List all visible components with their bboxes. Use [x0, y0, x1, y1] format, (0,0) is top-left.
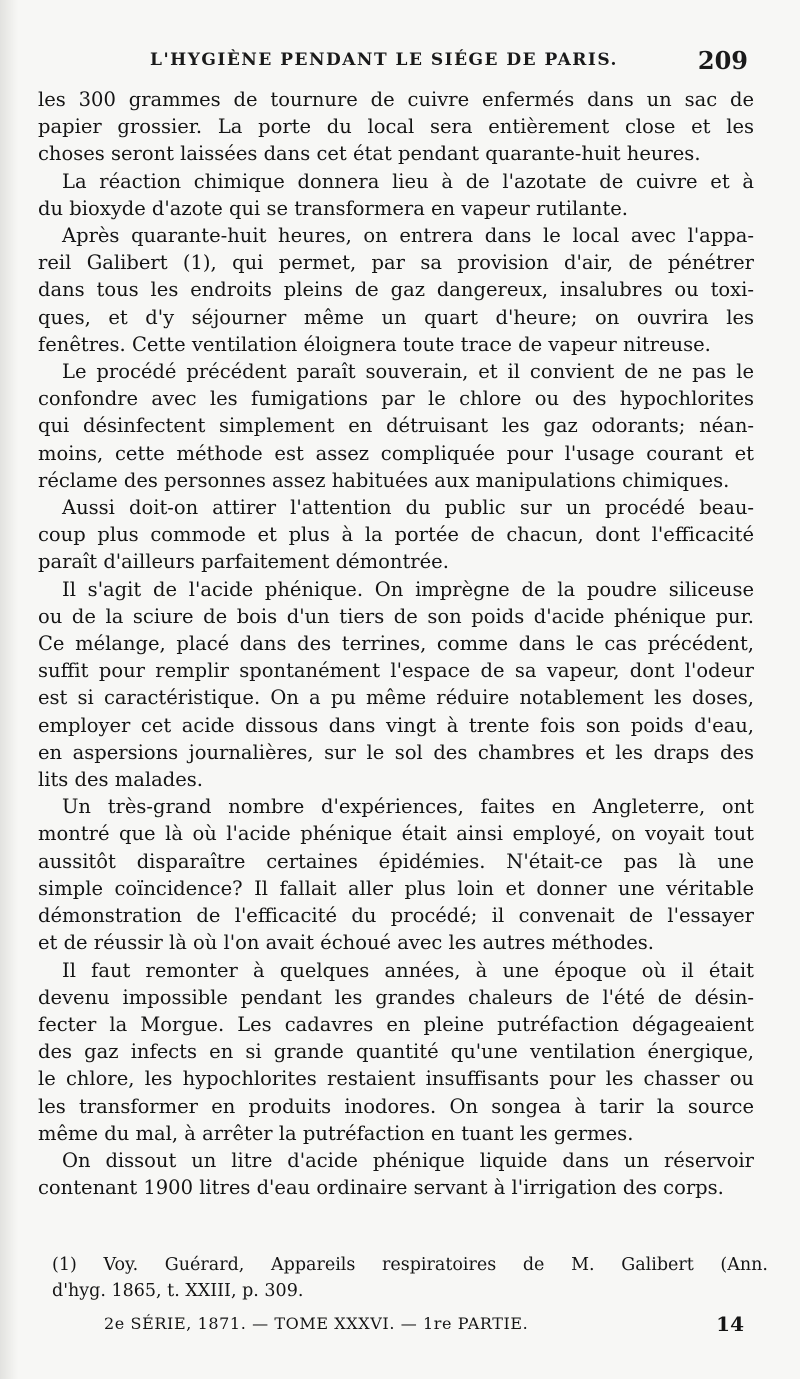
- page-number: 209: [697, 46, 748, 75]
- text-line: Il faut remonter à quelques années, à une époque où il était: [62, 958, 754, 982]
- text-line: réclame des personnes assez habituées aux manipulations chimiques.: [38, 468, 730, 492]
- text-line: papier grossier. La porte du local sera entièrement close et les: [38, 115, 754, 139]
- paragraph: [38, 222, 754, 358]
- signature-text: 2e SÉRIE, 1871. — TOME XXXVI. — 1re PARTIE.: [104, 1314, 529, 1333]
- text-line: contenant 1900 litres d'eau ordinaire servant à l'irrigation des corps.: [38, 1176, 724, 1200]
- page-edge-shadow: [0, 0, 18, 1379]
- text-line: démonstration de l'efficacité du procédé; il convenait de l'essayer: [38, 904, 754, 928]
- text-line: en aspersions journalières, sur le sol des chambres et les draps des: [38, 740, 754, 764]
- signature-line: [104, 1312, 744, 1338]
- text-line: suffit pour remplir spontanément l'espace de sa vapeur, dont l'odeur: [38, 659, 754, 683]
- text-line: Un très-grand nombre d'expériences, faites en Angleterre, ont: [62, 795, 754, 819]
- text-line: montré que là où l'acide phénique était ainsi employé, on voyait tout: [38, 822, 754, 846]
- text-line: confondre avec les fumigations par le chlore ou des hypochlorites: [38, 387, 754, 411]
- footnote-line: d'hyg. 1865, t. XXIII, p. 309.: [52, 1281, 304, 1301]
- text-line: Aussi doit-on attirer l'attention du public sur un procédé beau-: [62, 496, 754, 520]
- text-line: simple coïncidence? Il fallait aller plus loin et donner une véritable: [38, 876, 754, 900]
- text-line: ou de la sciure de bois d'un tiers de son poids d'acide phénique pur.: [38, 604, 754, 628]
- body-text: [38, 86, 754, 1201]
- text-line: aussitôt disparaître certaines épidémies. N'était-ce pas là une: [38, 849, 754, 873]
- text-line: Il s'agit de l'acide phénique. On imprègne de la poudre siliceuse: [62, 577, 754, 601]
- text-line: La réaction chimique donnera lieu à de l'azotate de cuivre et à: [62, 169, 754, 193]
- paragraph: [38, 168, 754, 222]
- text-line: fecter la Morgue. Les cadavres en pleine putréfaction dégageaient: [38, 1012, 754, 1036]
- paragraph: [38, 494, 754, 576]
- text-line: reil Galibert (1), qui permet, par sa provision d'air, de pénétrer: [38, 251, 754, 275]
- text-line: moins, cette méthode est assez compliquée pour l'usage courant et: [38, 441, 754, 465]
- footnote-line: (1) Voy. Guérard, Appareils respiratoires de M. Galibert (Ann.: [52, 1255, 768, 1275]
- text-line: ques, et d'y séjourner même un quart d'heure; on ouvrira les: [38, 305, 754, 329]
- running-head: [150, 46, 750, 76]
- text-line: dans tous les endroits pleins de gaz dangereux, insalubres ou toxi-: [38, 278, 754, 302]
- text-line: employer cet acide dissous dans vingt à trente fois son poids d'eau,: [38, 713, 754, 737]
- text-line: Le procédé précédent paraît souverain, et il convient de ne pas le: [62, 360, 754, 384]
- paragraph: [38, 793, 754, 956]
- paragraph: [38, 86, 754, 168]
- text-line: coup plus commode et plus à la portée de chacun, dont l'efficacité: [38, 523, 754, 547]
- text-line: paraît d'ailleurs parfaitement démontrée.: [38, 550, 449, 574]
- text-line: les transformer en produits inodores. On songea à tarir la source: [38, 1094, 754, 1118]
- signature-mark: 14: [716, 1312, 744, 1336]
- text-line: le chlore, les hypochlorites restaient insuffisants pour les chasser ou: [38, 1067, 754, 1091]
- text-line: On dissout un litre d'acide phénique liquide dans un réservoir: [62, 1148, 754, 1172]
- text-line: et de réussir là où l'on avait échoué avec les autres méthodes.: [38, 931, 655, 955]
- paragraph: [38, 576, 754, 794]
- footnote: [52, 1252, 768, 1304]
- text-line: choses seront laissées dans cet état pendant quarante-huit heures.: [38, 142, 701, 166]
- paragraph: [38, 957, 754, 1147]
- text-line: est si caractéristique. On a pu même réduire notablement les doses,: [38, 686, 754, 710]
- paragraph: [38, 358, 754, 494]
- running-title: L'HYGIÈNE PENDANT LE SIÉGE DE PARIS.: [150, 50, 618, 70]
- text-line: devenu impossible pendant les grandes chaleurs de l'été de désin-: [38, 985, 754, 1009]
- text-line: des gaz infects en si grande quantité qu'une ventilation énergique,: [38, 1040, 754, 1064]
- text-line: du bioxyde d'azote qui se transformera en vapeur rutilante.: [38, 196, 629, 220]
- text-line: Après quarante-huit heures, on entrera dans le local avec l'appa-: [62, 224, 754, 248]
- paragraph: [38, 1147, 754, 1201]
- text-line: les 300 grammes de tournure de cuivre enfermés dans un sac de: [38, 88, 754, 111]
- text-line: fenêtres. Cette ventilation éloignera toute trace de vapeur nitreuse.: [38, 332, 711, 356]
- text-line: lits des malades.: [38, 768, 203, 792]
- text-line: qui désinfectent simplement en détruisant les gaz odorants; néan-: [38, 414, 754, 438]
- text-line: Ce mélange, placé dans des terrines, comme dans le cas précédent,: [38, 632, 754, 656]
- text-line: même du mal, à arrêter la putréfaction en tuant les germes.: [38, 1121, 634, 1145]
